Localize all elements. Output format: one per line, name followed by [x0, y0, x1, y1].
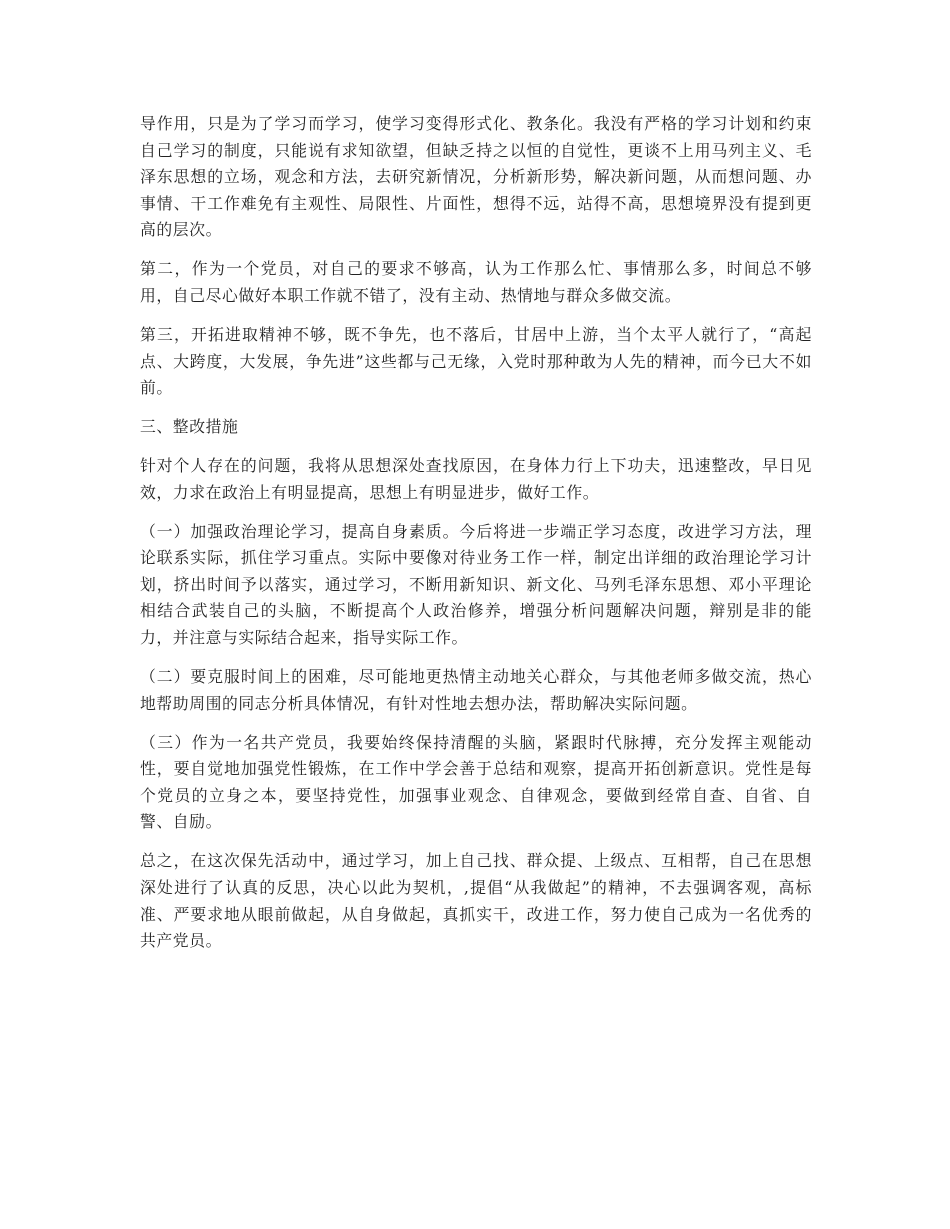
paragraph-measure-one: （一）加强政治理论学习，提高自身素质。今后将进一步端正学习态度，改进学习方法，理论联系实际，抓住学习重点。实际中要像对待业务工作一样，制定出详细的政治理论学习计划，挤出时间予以落实，通过学习，不断用新知识、新文化、马列毛泽东思想、邓小平理论相结合武装自己的头脑，不断提高个人政治修养，增强分析问题解决问题，辩别是非的能力，并注意与实际结合起来，指导实际工作。 — [140, 521, 812, 648]
paragraph-rectification-intro: 针对个人存在的问题，我将从思想深处查找原因，在身体力行上下功夫，迅速整改，早日见效，力求在政治上有明显提高，思想上有明显进步，做好工作。 — [140, 456, 812, 502]
paragraph-measure-two: （二）要克服时间上的困难，尽可能地更热情主动地关心群众，与其他老师多做交流，热心地帮助周围的同志分析具体情况，有针对性地去想办法，帮助解决实际问题。 — [140, 667, 812, 713]
paragraph-conclusion: 总之，在这次保先活动中，通过学习，加上自己找、群众提、上级点、互相帮，自己在思想深处进行了认真的反思，决心以此为契机，,提倡“从我做起”的精神，不去强调客观，高标准、严要求地从眼前做起，从自身做起，真抓实干，改进工作，努力使自己成为一名优秀的共产党员。 — [140, 851, 812, 951]
paragraph-third-point: 第三，开拓进取精神不够，既不争先，也不落后，甘居中上游，当个太平人就行了，“高起点、大跨度，大发展，争先进”这些都与己无缘，入党时那种敢为人先的精神，而今已大不如前。 — [140, 324, 812, 398]
document-body — [140, 111, 812, 967]
paragraph-measure-three: （三）作为一名共产党员，我要始终保持清醒的头脑，紧跟时代脉搏，充分发挥主观能动性，要自觉地加强党性锻炼，在工作中学会善于总结和观察，提高开拓创新意识。党性是每个党员的立身之本，要坚持党性，加强事业观念、自律观念，要做到经常自查、自省、自警、自励。 — [140, 732, 812, 832]
section-heading-rectification: 三、整改措施 — [140, 417, 239, 437]
paragraph-study-problem: 导作用，只是为了学习而学习，使学习变得形式化、教条化。我没有严格的学习计划和约束自己学习的制度，只能说有求知欲望，但缺乏持之以恒的自觉性，更谈不上用马列主义、毛泽东思想的立场，观念和方法，去研究新情况，分析新形势，解决新问题，从而想问题、办事情、干工作难免有主观性、局限性、片面性，想得不远，站得不高，思想境界没有提到更高的层次。 — [140, 114, 812, 240]
paragraph-second-point: 第二，作为一个党员，对自己的要求不够高，认为工作那么忙、事情那么多，时间总不够用，自己尽心做好本职工作就不错了，没有主动、热情地与群众多做交流。 — [140, 259, 812, 305]
